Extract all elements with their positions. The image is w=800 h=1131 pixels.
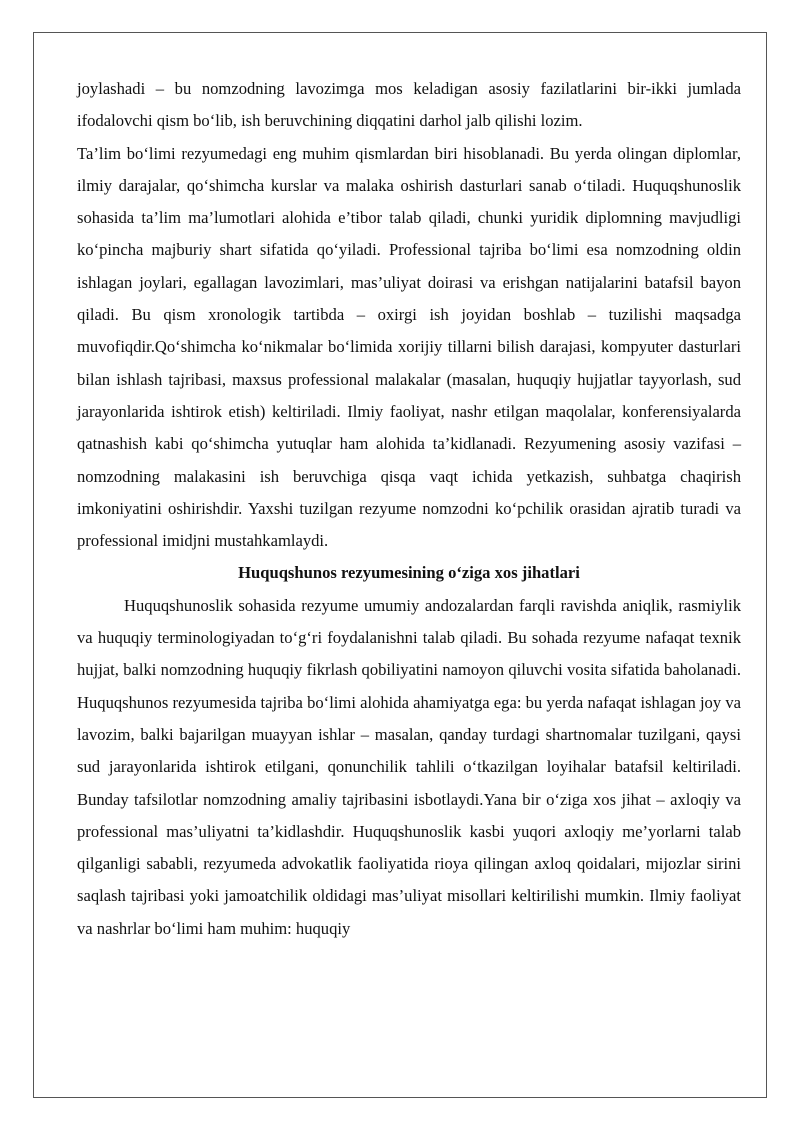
paragraph-resume-sections: Ta’lim bo‘limi rezyumedagi eng muhim qismlardan biri hisoblanadi. Bu yerda olingan diplomlar, ilmiy darajalar, qo‘shimcha kurslar va malaka oshirish dasturlari sanab o‘tiladi. Huquqshunoslik sohasida ta’lim ma’lumotlari alohida e’tibor talab qiladi, chunki yuridik diplomning mavjudligi ko‘pincha majburiy shart sifatida qo‘yiladi. Professional tajriba bo‘limi esa nomzodning oldin ishlagan joylari, egallagan lavozimlari, mas’uliyat doirasi va erishgan natijalarini batafsil bayon qiladi. Bu qism xronologik tartibda – oxirgi ish joyidan boshlab – tuzilishi maqsadga muvofiqdir.Qo‘shimcha ko‘nikmalar bo‘limida xorijiy tillarni bilish darajasi, kompyuter dasturlari bilan ishlash tajribasi, maxsus professional malakalar (masalan, huquqiy hujjatlar tayyorlash, sud jarayonlarida ishtirok etish) keltiriladi. Ilmiy faoliyat, nashr etilgan maqolalar, konferensiyalarda qatnashish kabi qo‘shimcha yutuqlar ham alohida ta’kidlanadi. Rezyumening asosiy vazifasi – nomzodning malakasini ish beruvchiga qisqa vaqt ichida yetkazish, suhbatga chaqirish imkoniyatini oshirishdir. Yaxshi tuzilgan rezyume nomzodni ko‘pchilik orasidan ajratib turadi va professional imidjni mustahkamlaydi. xyxy=(77,143,741,551)
section-heading: Huquqshunos rezyumesining o‘ziga xos jihatlari xyxy=(238,563,580,583)
document-body xyxy=(77,73,741,945)
paragraph-lawyer-resume-features: Huquqshunoslik sohasida rezyume umumiy andozalardan farqli ravishda aniqlik, rasmiylik va huquqiy terminologiyadan to‘g‘ri foydalanishni talab qiladi. Bu sohada rezyume nafaqat texnik hujjat, balki nomzodning huquqiy fikrlash qobiliyatini namoyon qiluvchi vosita sifatida baholanadi. Huquqshunos rezyumesida tajriba bo‘limi alohida ahamiyatga ega: bu yerda nafaqat ishlagan joy va lavozim, balki bajarilgan muayyan ishlar – masalan, qanday turdagi shartnomalar tuzilgani, qaysi sud jarayonlarida ishtirok etilgani, qonunchilik tahlili o‘tkazilgan loyihalar batafsil keltiriladi. Bunday tafsilotlar nomzodning amaliy tajribasini isbotlaydi.Yana bir o‘ziga xos jihat – axloqiy va professional mas’uliyatni ta’kidlashdir. Huquqshunoslik kasbi yuqori axloqiy me’yorlarni talab qilganligi sababli, rezyumeda advokatlik faoliyatida rioya qilingan axloq qoidalari, mijozlar sirini saqlash tajribasi yoki jamoatchilik oldidagi mas’uliyat misollari keltirilishi mumkin. Ilmiy faoliyat va nashrlar bo‘limi ham muhim: huquqiy xyxy=(77,595,741,938)
paragraph-intro-continuation: joylashadi – bu nomzodning lavozimga mos keladigan asosiy fazilatlarini bir-ikki jumlada ifodalovchi qism bo‘lib, ish beruvchining diqqatini darhol jalb qilishi lozim. xyxy=(77,79,741,131)
